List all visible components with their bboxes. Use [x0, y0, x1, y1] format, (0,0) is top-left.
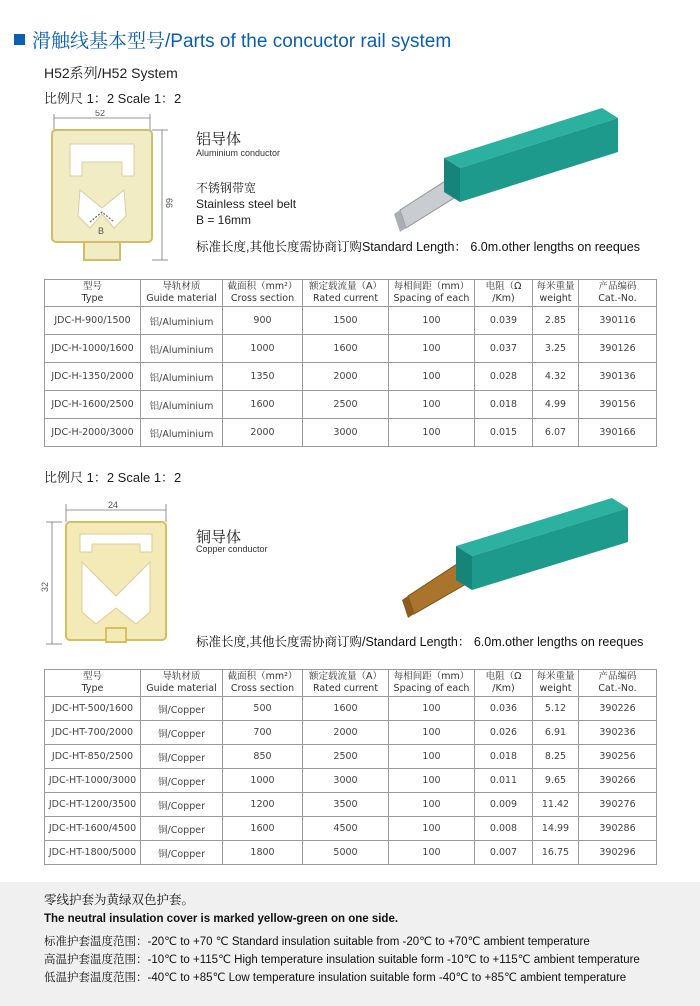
table-cell: 1600 — [303, 697, 389, 721]
table-cell: 0.007 — [475, 841, 533, 865]
aluminium-spec-table — [44, 279, 657, 447]
table-cell: 390296 — [579, 841, 657, 865]
table-cell: 4500 — [303, 817, 389, 841]
table-cell: 0.008 — [475, 817, 533, 841]
table-cell: 铜/Copper — [141, 697, 223, 721]
table-cell: 2000 — [223, 419, 303, 447]
column-header — [45, 280, 141, 307]
table-cell: 100 — [389, 769, 475, 793]
table-cell: 390156 — [579, 391, 657, 419]
table-cell: 铜/Copper — [141, 769, 223, 793]
column-header-en: Spacing of each — [393, 293, 470, 304]
column-header-en: Type — [81, 293, 104, 304]
column-header — [579, 280, 657, 307]
table-cell: JDC-H-900/1500 — [45, 307, 141, 335]
column-header — [223, 280, 303, 307]
page-header — [14, 28, 451, 50]
table-cell: JDC-H-1600/2500 — [45, 391, 141, 419]
table-cell: 850 — [223, 745, 303, 769]
table-cell: 0.018 — [475, 391, 533, 419]
table-row — [45, 335, 657, 363]
table-cell: 100 — [389, 697, 475, 721]
table-cell: 500 — [223, 697, 303, 721]
table-cell: 3000 — [303, 419, 389, 447]
table-row — [45, 745, 657, 769]
aluminium-standard-length: 标准长度,其他长度需协商订购Standard Length： 6.0m.other lengths on reeques — [196, 240, 640, 254]
copper-conductor-cn: 铜导体 — [196, 529, 242, 546]
table-cell: 3500 — [303, 793, 389, 817]
column-header-cn: 导轨材质 — [162, 671, 201, 682]
aluminium-rail-illustration — [392, 100, 642, 235]
table-cell: 铜/Copper — [141, 841, 223, 865]
footer-high-temp: 高温护套温度范围：-10℃ to +115℃ High temperature insulation suitable form -10℃ to +115℃ ambient temperature — [44, 954, 640, 966]
table-cell: 100 — [389, 391, 475, 419]
column-header-cn: 电阻（Ω — [485, 671, 522, 682]
column-header-en: Spacing of each — [393, 683, 470, 694]
table-row — [45, 307, 657, 335]
column-header-cn: 电阻（Ω — [485, 281, 522, 292]
table-cell: 100 — [389, 419, 475, 447]
column-header-en: /Km) — [492, 293, 515, 304]
table-cell: 0.018 — [475, 745, 533, 769]
column-header-cn: 截面积（mm²） — [227, 281, 298, 292]
table-cell: 9.65 — [533, 769, 579, 793]
table-cell: 1200 — [223, 793, 303, 817]
column-header-en: weight — [539, 293, 572, 304]
table-cell: JDC-H-1000/1600 — [45, 335, 141, 363]
table-cell: 0.015 — [475, 419, 533, 447]
table-cell: 0.011 — [475, 769, 533, 793]
table-cell: 1600 — [223, 391, 303, 419]
table-row — [45, 793, 657, 817]
table-cell: 100 — [389, 817, 475, 841]
table-cell: 11.42 — [533, 793, 579, 817]
table-cell: 2000 — [303, 721, 389, 745]
column-header-cn: 每米重量 — [536, 281, 575, 292]
table-cell: 900 — [223, 307, 303, 335]
column-header-en: Rated current — [312, 293, 379, 304]
table-cell: 16.75 — [533, 841, 579, 865]
column-header — [579, 670, 657, 697]
column-header-cn: 产品编码 — [598, 671, 637, 682]
table-cell: 3.25 — [533, 335, 579, 363]
copper-scale: 比例尺 1：2 Scale 1：2 — [44, 470, 182, 485]
table-row — [45, 697, 657, 721]
table-cell: 铜/Copper — [141, 745, 223, 769]
table-row — [45, 419, 657, 447]
table-cell: 0.026 — [475, 721, 533, 745]
footer-neutral-cn: 零线护套为黄绿双色护套。 — [44, 893, 195, 907]
column-header-en: Cat.-No. — [598, 293, 637, 304]
table-cell: 390256 — [579, 745, 657, 769]
table-cell: 1000 — [223, 335, 303, 363]
column-header — [389, 670, 475, 697]
column-header — [475, 670, 533, 697]
column-header-cn: 额定载流量（A） — [309, 671, 382, 682]
table-cell: 1500 — [303, 307, 389, 335]
belt-width: B = 16mm — [196, 213, 252, 227]
aluminium-conductor-en: Aluminium conductor — [196, 148, 281, 158]
system-title: H52系列/H52 System — [44, 65, 178, 81]
column-header — [303, 670, 389, 697]
table-row — [45, 817, 657, 841]
copper-spec-table — [44, 669, 657, 865]
table-cell: 100 — [389, 745, 475, 769]
table-cell: 1600 — [223, 817, 303, 841]
table-row — [45, 363, 657, 391]
copper-rail-illustration — [400, 490, 640, 625]
table-cell: 390166 — [579, 419, 657, 447]
table-cell: 1800 — [223, 841, 303, 865]
belt-cn: 不锈钢带宽 — [196, 181, 257, 195]
table-cell: 2000 — [303, 363, 389, 391]
table-row — [45, 841, 657, 865]
column-header-cn: 每相间距（mm） — [393, 671, 470, 682]
table-row — [45, 391, 657, 419]
table-cell: 铝/Aluminium — [141, 335, 223, 363]
table-cell: 1350 — [223, 363, 303, 391]
table-cell: 0.028 — [475, 363, 533, 391]
column-header-en: /Km) — [492, 683, 515, 694]
belt-b-label: B — [98, 226, 105, 236]
table-cell: 1000 — [223, 769, 303, 793]
table-cell: 铝/Aluminium — [141, 363, 223, 391]
column-header-en: Guide material — [146, 683, 217, 694]
column-header — [223, 670, 303, 697]
aluminium-width-label: 52 — [95, 110, 106, 118]
table-cell: 2500 — [303, 745, 389, 769]
column-header — [533, 280, 579, 307]
table-cell: 0.039 — [475, 307, 533, 335]
title-square-icon — [14, 34, 25, 45]
column-header-en: Cross section — [230, 683, 295, 694]
page-title: 滑触线基本型号/Parts of the concuctor rail system — [32, 30, 452, 52]
table-cell: 14.99 — [533, 817, 579, 841]
aluminium-profile-drawing — [40, 110, 175, 270]
column-header — [303, 280, 389, 307]
copper-conductor-en: Copper conductor — [196, 544, 268, 554]
table-cell: 6.07 — [533, 419, 579, 447]
table-cell: 700 — [223, 721, 303, 745]
column-header-en: Cross section — [230, 293, 295, 304]
column-header — [141, 280, 223, 307]
table-cell: 4.99 — [533, 391, 579, 419]
table-cell: 0.036 — [475, 697, 533, 721]
table-cell: 5000 — [303, 841, 389, 865]
table-cell: 1600 — [303, 335, 389, 363]
table-cell: 100 — [389, 335, 475, 363]
table-cell: 390236 — [579, 721, 657, 745]
column-header — [533, 670, 579, 697]
column-header — [389, 280, 475, 307]
table-cell: JDC-HT-850/2500 — [45, 745, 141, 769]
table-cell: 5.12 — [533, 697, 579, 721]
column-header-cn: 截面积（mm²） — [227, 671, 298, 682]
footer-standard-temp: 标准护套温度范围：-20℃ to +70 ℃ Standard insulation suitable from -20℃ to +70℃ ambient temperature — [44, 936, 590, 948]
table-cell: 390126 — [579, 335, 657, 363]
column-header-en: Cat.-No. — [598, 683, 637, 694]
table-cell: 390286 — [579, 817, 657, 841]
column-header-en: Guide material — [146, 293, 217, 304]
table-cell: JDC-HT-1800/5000 — [45, 841, 141, 865]
table-cell: 390116 — [579, 307, 657, 335]
table-cell: 100 — [389, 363, 475, 391]
table-cell: JDC-HT-1200/3500 — [45, 793, 141, 817]
table-cell: 390276 — [579, 793, 657, 817]
table-cell: 100 — [389, 721, 475, 745]
column-header-en: Type — [81, 683, 104, 694]
table-cell: 铜/Copper — [141, 721, 223, 745]
table-cell: 390136 — [579, 363, 657, 391]
column-header-cn: 额定载流量（A） — [309, 281, 382, 292]
table-cell: 8.25 — [533, 745, 579, 769]
table-cell: 100 — [389, 841, 475, 865]
table-cell: 100 — [389, 793, 475, 817]
column-header-cn: 型号 — [82, 281, 102, 292]
aluminium-height-label: 66 — [164, 198, 174, 209]
table-cell: JDC-H-2000/3000 — [45, 419, 141, 447]
column-header-cn: 每米重量 — [536, 671, 575, 682]
copper-width-label: 24 — [108, 500, 119, 510]
table-cell: JDC-H-1350/2000 — [45, 363, 141, 391]
table-cell: JDC-HT-1000/3000 — [45, 769, 141, 793]
table-cell: 2500 — [303, 391, 389, 419]
column-header-en: weight — [539, 683, 572, 694]
table-row — [45, 769, 657, 793]
copper-height-label: 32 — [40, 581, 50, 592]
aluminium-scale: 比例尺 1：2 Scale 1：2 — [44, 91, 182, 106]
table-cell: 2.85 — [533, 307, 579, 335]
column-header-cn: 导轨材质 — [162, 281, 201, 292]
table-cell: JDC-HT-1600/4500 — [45, 817, 141, 841]
table-cell: 390226 — [579, 697, 657, 721]
table-cell: JDC-HT-500/1600 — [45, 697, 141, 721]
column-header-cn: 产品编码 — [598, 281, 637, 292]
table-cell: 铝/Aluminium — [141, 307, 223, 335]
column-header — [475, 280, 533, 307]
footer-low-temp: 低温护套温度范围：-40℃ to +85℃ Low temperature insulation suitable form -40℃ to +85℃ ambient temperature — [44, 972, 627, 984]
column-header-cn: 每相间距（mm） — [393, 281, 470, 292]
column-header-en: Rated current — [312, 683, 379, 694]
table-cell: 6.91 — [533, 721, 579, 745]
column-header-cn: 型号 — [82, 671, 102, 682]
table-cell: 0.009 — [475, 793, 533, 817]
belt-en: Stainless steel belt — [196, 197, 297, 211]
table-cell: JDC-HT-700/2000 — [45, 721, 141, 745]
table-cell: 铜/Copper — [141, 793, 223, 817]
copper-standard-length: 标准长度,其他长度需协商订购/Standard Length： 6.0m.other lengths on reeques — [196, 635, 644, 649]
table-cell: 100 — [389, 307, 475, 335]
copper-profile-drawing — [40, 500, 175, 650]
table-cell: 铝/Aluminium — [141, 391, 223, 419]
table-cell: 3000 — [303, 769, 389, 793]
aluminium-conductor-cn: 铝导体 — [196, 131, 242, 148]
table-row — [45, 721, 657, 745]
column-header — [141, 670, 223, 697]
table-cell: 4.32 — [533, 363, 579, 391]
column-header — [45, 670, 141, 697]
table-cell: 铜/Copper — [141, 817, 223, 841]
table-cell: 0.037 — [475, 335, 533, 363]
table-cell: 390266 — [579, 769, 657, 793]
table-cell: 铝/Aluminium — [141, 419, 223, 447]
footer-neutral-en: The neutral insulation cover is marked yellow-green on one side. — [44, 913, 399, 925]
